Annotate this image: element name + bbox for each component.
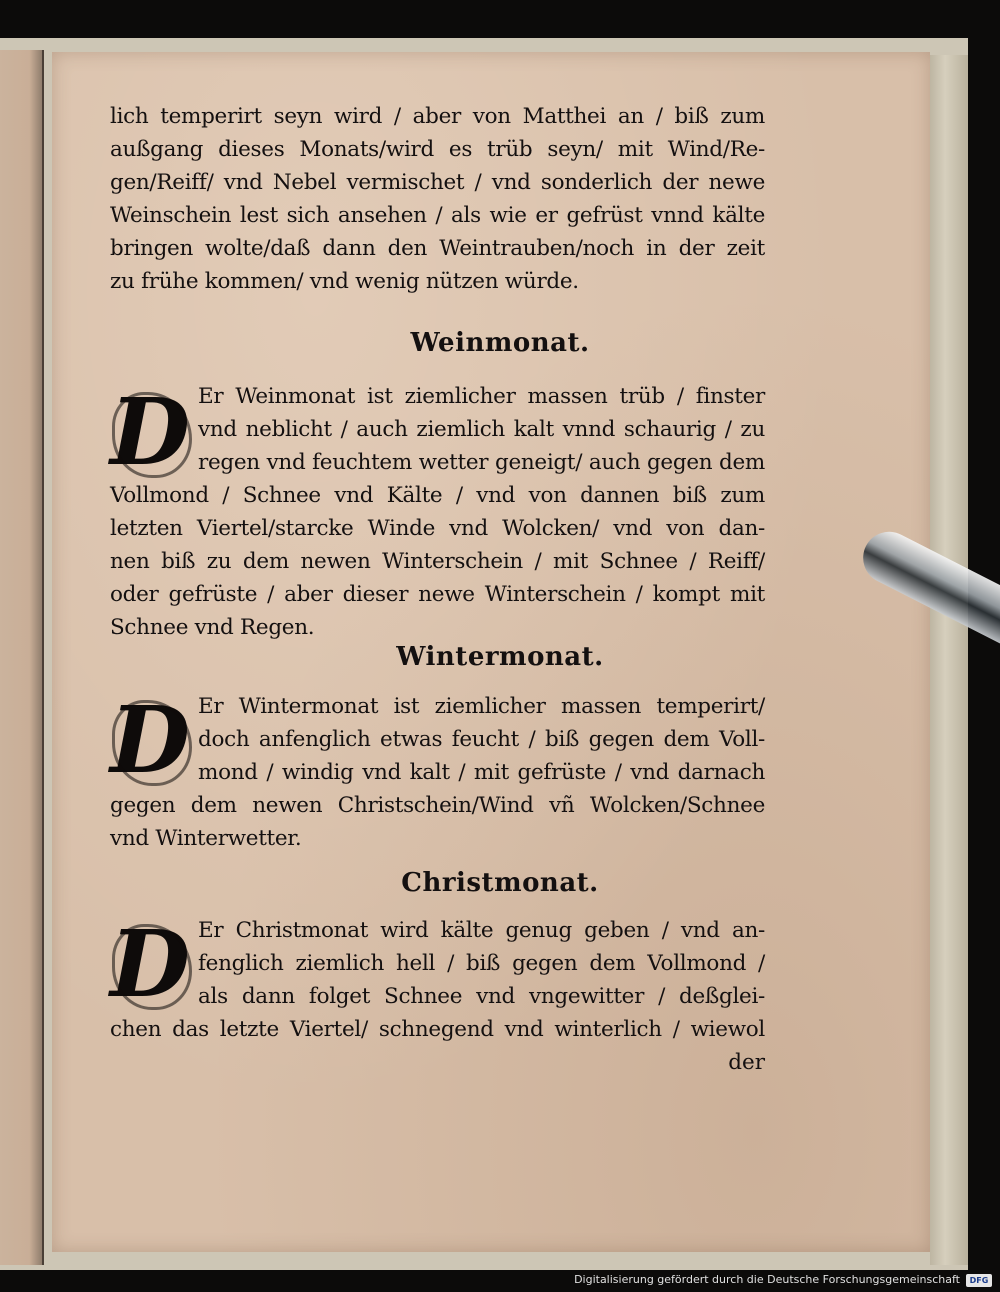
footer-credit: Digitalisierung gefördert durch die Deutsche Forschungsgemeinschaft [574, 1273, 960, 1286]
text-line: vnd Winterwetter. [110, 826, 302, 851]
text-line: außgang dieses Monats/wird es trüb seyn/ mit Wind/Re- [110, 137, 765, 162]
text-line: vnd neblicht / auch ziemlich kalt vnnd schaurig / zu [198, 417, 765, 442]
drop-cap-initial: D [110, 378, 190, 486]
section-text-christmonat [110, 910, 765, 1046]
section-text-wintermonat [110, 686, 765, 855]
text-line: Er Christmonat wird kälte genug geben / vnd an- [198, 918, 765, 943]
text-line: doch anfenglich etwas feucht / biß gegen dem Voll- [198, 727, 765, 752]
text-line: gen/Reiff/ vnd Nebel vermischet / vnd sonderlich der newe [110, 170, 765, 195]
text-line: Vollmond / Schnee vnd Kälte / vnd von dannen biß zum [110, 483, 765, 508]
text-line: zu frühe kommen/ vnd wenig nützen würde. [110, 269, 579, 294]
text-line: Schnee vnd Regen. [110, 615, 315, 640]
text-line: regen vnd feuchtem wetter geneigt/ auch gegen dem [198, 450, 765, 475]
text-line: Er Weinmonat ist ziemlicher massen trüb / finster [198, 384, 765, 409]
text-line: chen das letzte Viertel/ schnegend vnd winterlich / wiewol [110, 1017, 765, 1042]
text-line: Er Wintermonat ist ziemlicher massen temperirt/ [198, 694, 765, 719]
text-line: als dann folget Schnee vnd vngewitter / deßglei- [198, 984, 765, 1009]
text-line: gegen dem newen Christschein/Wind vñ Wolcken/Schnee [110, 793, 765, 818]
catchword: der [728, 1050, 765, 1075]
text-line: oder gefrüste / aber dieser newe Winterschein / kompt mit [110, 582, 765, 607]
section-heading-wintermonat: Wintermonat. [396, 642, 604, 672]
footer-bar [0, 1270, 1000, 1292]
dfg-logo: DFG [966, 1274, 992, 1287]
drop-cap-initial: D [110, 686, 190, 794]
drop-cap-initial: D [110, 910, 190, 1018]
text-line: mond / windig vnd kalt / mit gefrüste / vnd darnach [198, 760, 765, 785]
section-heading-christmonat: Christmonat. [401, 868, 599, 898]
text-line: lich temperirt seyn wird / aber von Matthei an / biß zum [110, 104, 765, 129]
section-heading-weinmonat: Weinmonat. [410, 328, 590, 358]
text-line: nen biß zu dem newen Winterschein / mit Schnee / Reiff/ [110, 549, 765, 574]
paragraph-top [110, 100, 765, 298]
text-line: bringen wolte/daß dann den Weintrauben/noch in der zeit [110, 236, 765, 261]
text-line: letzten Viertel/starcke Winde vnd Wolcken/ vnd von dan- [110, 516, 765, 541]
text-line: fenglich ziemlich hell / biß gegen dem Vollmond / [198, 951, 765, 976]
text-line: Weinschein lest sich ansehen / als wie er gefrüst vnnd kälte [110, 203, 765, 228]
section-text-weinmonat [110, 380, 765, 644]
